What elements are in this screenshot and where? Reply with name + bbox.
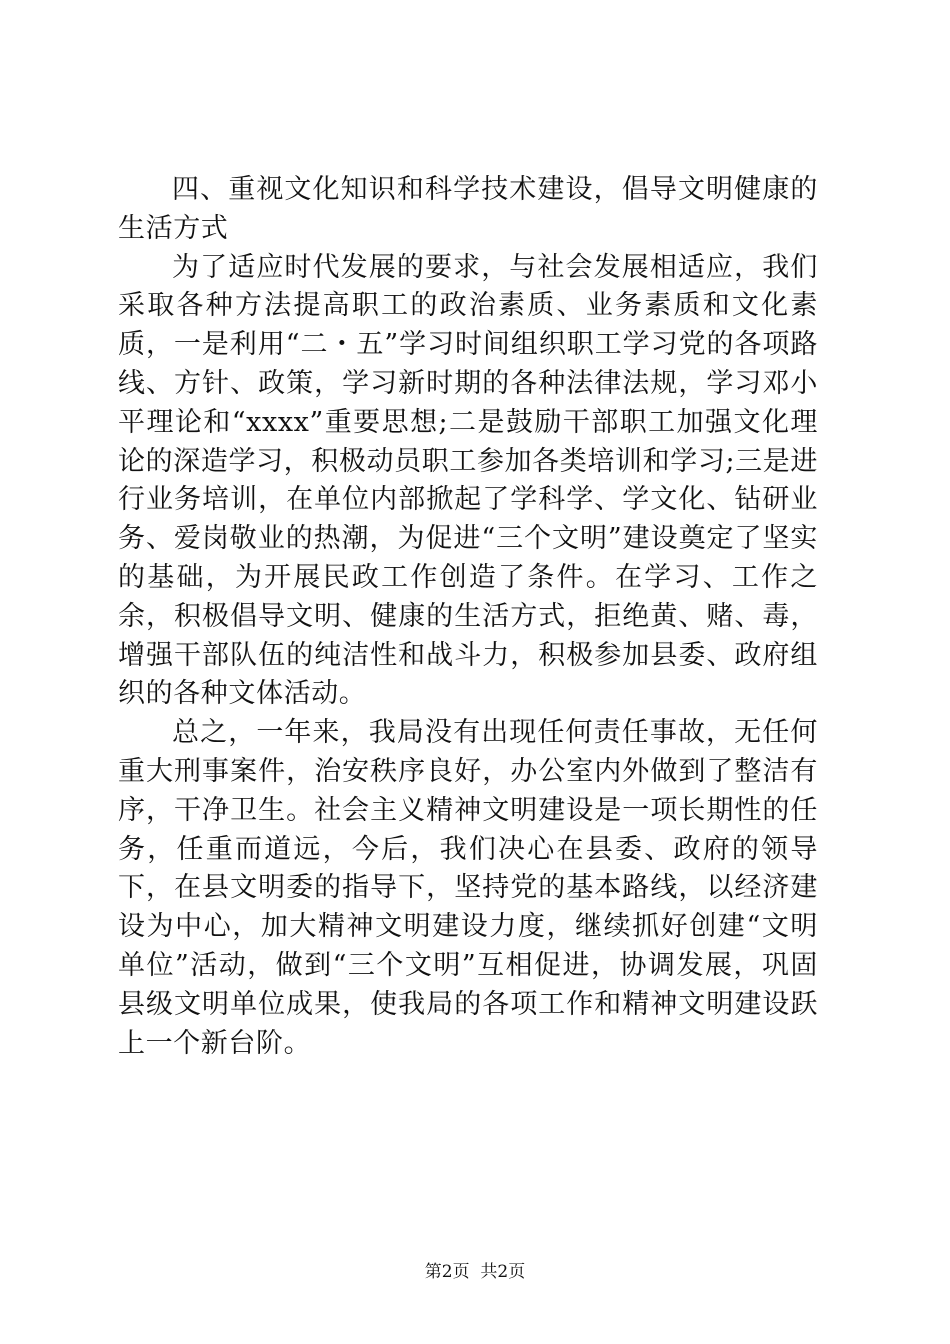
page-number-label: 第2页 共2页 (424, 1262, 526, 1282)
body-paragraph-study: 为了适应时代发展的要求，与社会发展相适应，我们采取各种方法提高职工的政治素质、业务素质和文化素质，一是利用“二・五”学习时间组织职工学习党的各项路线、方针、政策，学习新时期的各种法律法规，学习邓小平理论和“xxxx”重要思想;二是鼓励干部职工加强文化理论的深造学习，积极动员职工参加各类培训和学习;三是进行业务培训，在单位内部掀起了学科学、学文化、钻研业务、爱岗敬业的热潮，为促进“三个文明”建设奠定了坚实的基础，为开展民政工作创造了条件。在学习、工作之余，积极倡导文明、健康的生活方式，拒绝黄、赌、毒，增强干部队伍的纯洁性和战斗力，积极参加县委、政府组织的各种文体活动。 (118, 251, 818, 710)
section-heading-paragraph: 四、重视文化知识和科学技术建设，倡导文明健康的生活方式 (118, 174, 818, 244)
page-footer (0, 1260, 950, 1284)
body-paragraph-summary: 总之，一年来，我局没有出现任何责任事故，无任何重大刑事案件，治安秩序良好，办公室内外做到了整洁有序，干净卫生。社会主义精神文明建设是一项长期性的任务，任重而道远，今后，我们决心在县委、政府的领导下，在县文明委的指导下，坚持党的基本路线，以经济建设为中心，加大精神文明建设力度，继续抓好创建“文明单位”活动，做到“三个文明”互相促进，协调发展，巩固县级文明单位成果，使我局的各项工作和精神文明建设跃上一个新台阶。 (118, 717, 818, 1059)
document-body (118, 171, 818, 1063)
